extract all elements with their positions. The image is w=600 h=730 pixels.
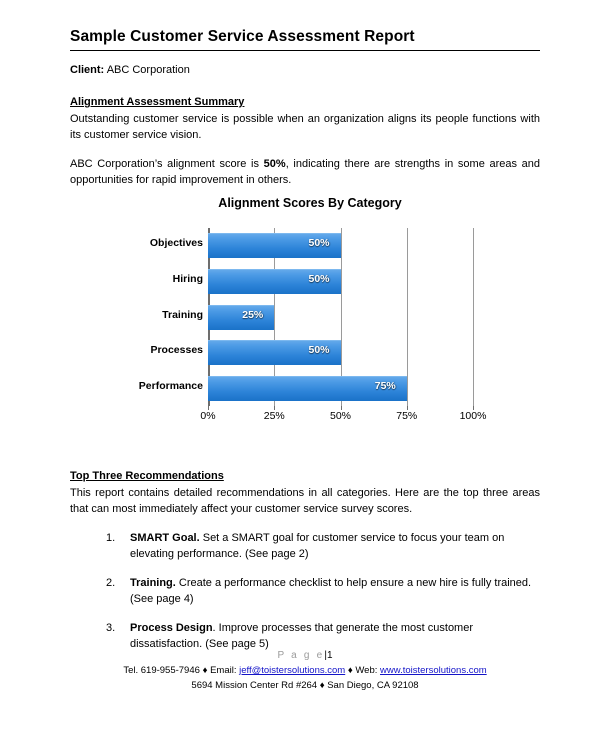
recommendations-heading: Top Three Recommendations (70, 470, 224, 482)
chart-bar-value-label: 75% (374, 379, 396, 392)
recommendation-number: 1. (106, 532, 116, 544)
chart-gridline (473, 228, 474, 406)
page-number-value: |1 (324, 650, 333, 661)
client-label: Client: (70, 64, 105, 76)
chart-plot-area (200, 228, 487, 422)
recommendation-text: Create a performance checklist to help ensure a new hire is fully trained. (See page 4) (130, 577, 532, 605)
recommendation-text: Set a SMART goal for customer service to focus your team on elevating performance. (See page 2) (130, 532, 505, 560)
page-footer (70, 650, 540, 691)
chart-xtick-label: 25% (263, 410, 285, 422)
footer-tel: Tel. 619-955-7946 (123, 665, 200, 676)
footer-contact-line (70, 665, 540, 676)
recommendation-number: 2. (106, 577, 116, 589)
chart-xtick-label: 50% (329, 410, 352, 422)
chart-bar-row (208, 233, 473, 258)
chart-bar-row (208, 340, 473, 365)
chart-category-label: Objectives (149, 237, 203, 250)
chart-xtick-label: 100% (459, 410, 487, 422)
footer-address: 5694 Mission Center Rd #264 ♦ San Diego, CA 92108 (191, 680, 419, 691)
chart-category-label: Processes (150, 344, 203, 357)
alignment-scores-chart (100, 196, 520, 431)
diamond-icon: ♦ (202, 665, 208, 676)
summary-p2-after: , indicating there are strengths in some areas and opportunities for rapid improvement in others. (70, 158, 540, 186)
page-word: P a g e (277, 650, 325, 661)
footer-email-link[interactable]: jeff@toistersolutions.com (239, 665, 346, 676)
client-name: ABC Corporation (106, 64, 190, 76)
footer-web-link[interactable]: www.toistersolutions.com (380, 665, 487, 676)
chart-category-label: Performance (138, 379, 203, 392)
recommendation-item (70, 531, 540, 562)
recommendation-term: SMART Goal. (130, 532, 200, 544)
recommendations-section (70, 466, 540, 666)
recommendation-term: Process Design (130, 622, 213, 634)
page-number (70, 650, 540, 661)
summary-paragraph-2 (70, 157, 540, 188)
recommendation-text: . Improve processes that generate the most customer dissatisfaction. (See page 5) (130, 622, 474, 650)
footer-web-label: Web: (355, 665, 378, 676)
chart-bar-row (208, 305, 473, 330)
recommendation-term: Training. (130, 577, 176, 589)
footer-email-label: Email: (210, 665, 237, 676)
recommendation-item (70, 576, 540, 607)
chart-bar-row (208, 269, 473, 294)
chart-bar-value-label: 50% (308, 237, 330, 250)
chart-bar-value-label: 25% (242, 308, 264, 321)
page-title: Sample Customer Service Assessment Report (70, 28, 540, 51)
chart-xtick-label: 75% (396, 410, 418, 422)
client-line (70, 64, 190, 76)
recommendations-intro: This report contains detailed recommendations in all categories. Here are the top three areas that can most immediately affect your customer service survey scores. (70, 487, 540, 515)
summary-score-value: 50% (263, 158, 286, 170)
alignment-summary-section (70, 92, 540, 188)
chart-title: Alignment Scores By Category (218, 196, 402, 210)
recommendation-item (70, 621, 540, 652)
chart-category-label: Training (162, 308, 203, 321)
chart-bar-value-label: 50% (308, 272, 330, 285)
chart-bar-row (208, 376, 473, 401)
recommendations-list (70, 531, 540, 652)
chart-category-label: Hiring (172, 272, 203, 285)
chart-xtick-label: 0% (200, 410, 216, 422)
summary-p2-before: ABC Corporation’s alignment score is (70, 158, 264, 170)
summary-heading: Alignment Assessment Summary (70, 96, 245, 108)
recommendation-number: 3. (106, 622, 116, 634)
chart-bar-value-label: 50% (308, 344, 330, 357)
chart-category-axis (100, 228, 203, 406)
summary-paragraph-1: Outstanding customer service is possible when an organization aligns its people functions with its customer service vision. (70, 113, 540, 141)
diamond-icon: ♦ (347, 665, 353, 676)
